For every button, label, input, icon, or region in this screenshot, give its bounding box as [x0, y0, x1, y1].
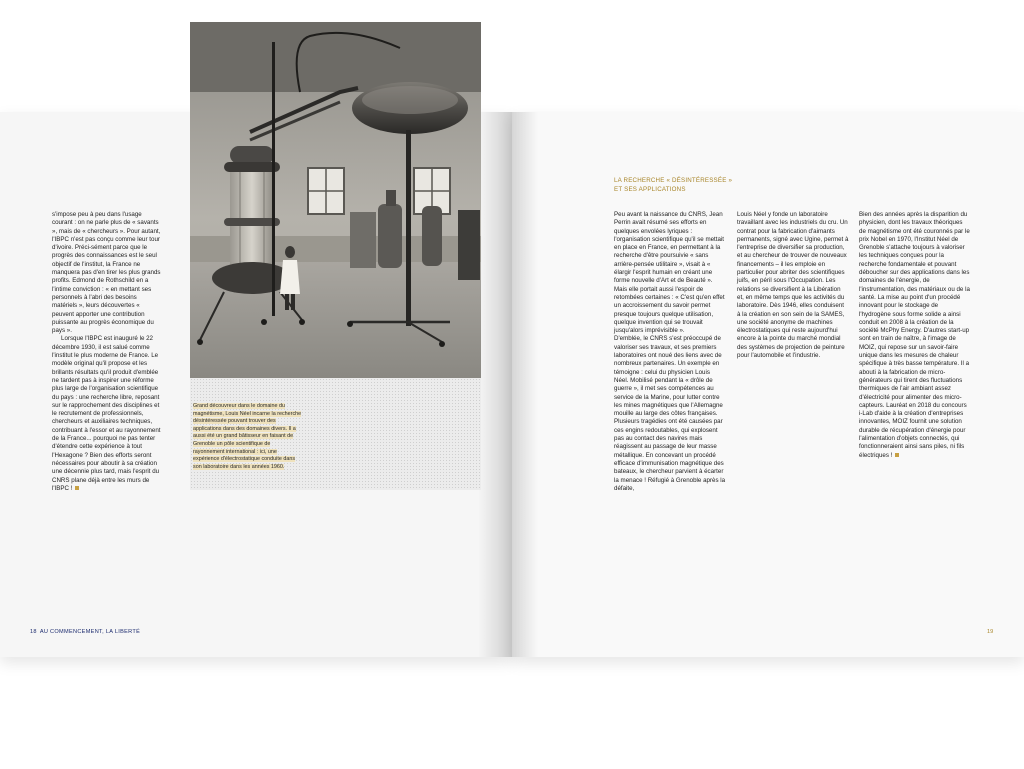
right-text-column-3 — [859, 211, 971, 460]
end-mark-icon — [895, 453, 899, 457]
caption-text: Grand découvreur dans le domaine du magnétisme, Louis Néel incarne la recherche désintéressée pouvant trouver des applications dans des domaines divers. Il a aussi été un grand bâtisseur en faisant de Grenoble un pôle scientifique de rayonnement international : ici, une expérience d'électrostatique conduite dans son laboratoire dans les années 1960. — [193, 403, 302, 470]
paragraph: Louis Néel y fonde un laboratoire travaillant avec les industriels du cru. Un contrat pour la fabrication d'aimants permanents, signé avec Ugine, permet à l'entreprise de diversifier sa production, et au chercheur de trouver de nouveaux financements – il les emploie en particulier pour abriter des scientifiques juifs, en péril sous l'Occupation. Les relations se diversifient à la Libération et, en même temps que les activités du laboratoire. Dès 1946, elles conduisent à la création en son sein de la SAMES, une société anonyme de machines électrostatiques qui reste aujourd'hui encore à la pointe du marché mondial des systèmes de projection de peinture pour l'automobile et l'industrie. — [737, 211, 849, 360]
paragraph: D'emblée, le CNRS s'est préoccupé de valoriser ses travaux, et ses premiers laboratoires ont noué des liens avec de nombreux partenaires. Un exemple en témoigne : celui du physicien Louis Néel. Mobilisé pendant la « drôle de guerre », il met ses compétences au service de la Marine, pour lutter contre les mines magnétiques que l'Allemagne mouille au large des côtes françaises. Plusieurs tragédies ont été causées par ces engins redoutables, qui explosent pas au contact des navires mais réagissent au passage de leur masse métallique. En concevant un procédé efficace d'immunisation magnétique des bateaux, le chercheur parvient à écarter la menace ! Réfugié à Grenoble après la défaite, — [614, 335, 726, 492]
section-heading-line: ET SES APPLICATIONS — [614, 186, 686, 193]
laboratory-photo — [190, 22, 481, 378]
end-mark-icon — [75, 486, 79, 490]
gutter-shadow — [512, 112, 538, 657]
section-heading — [614, 176, 732, 194]
left-text-column — [52, 211, 162, 493]
gutter-shadow — [478, 112, 512, 657]
right-text-column-2 — [737, 211, 849, 360]
photo-caption — [193, 403, 303, 471]
paragraph: Bien des années après la disparition du physicien, dont les travaux théoriques de magnétisme ont été couronnés par le prix Nobel en 1970, l'Institut Néel de Grenoble s'attache toujours à valoriser les techniques conçues pour la recherche fondamentale et pouvant déboucher sur des applications dans les domaines de l'énergie, de l'instrumentation, des matériaux ou de la santé. La mise au point d'un procédé innovant pour le stockage de l'hydrogène sous forme solide a ainsi conduit en 2008 à la création de la société McPhy Energy. D'autres start-up sont en train de naître, à l'image de MOIZ, qui repose sur un savoir-faire unique dans les mesures de chaleur spécifique à très basse température. Il a abouti à la fabrication de micro-générateurs qui tirent des fluctuations thermiques de l'air ambiant assez d'électricité pour alimenter des micro-capteurs. Lauréat en 2018 du concours i-Lab d'aide à la création d'entreprises innovantes, MOIZ fournit une solution durable de récupération d'énergie pour l'alimentation d'objets connectés, qui fonctionneraient ainsi sans piles, ni fils électriques ! — [859, 211, 970, 459]
right-text-column-1 — [614, 211, 726, 493]
paragraph: Lorsque l'IBPC est inauguré le 22 décembre 1930, il est salué comme l'institut le plus moderne de France. Le modèle original qu'il propose et les brillants résultats qu'il produit d'emblée ne tardent pas à inspirer une réforme plus large de l'organisation scientifique du pays : une recherche libre, reposant sur le rapprochement des disciplines et le recrutement de professionnels, chercheurs et auxiliaires techniques, contribuant à l'essor et au rayonnement de la France... pourquoi ne pas tenter d'étendre cette expérience à tout l'Hexagone ? Bien des efforts seront nécessaires pour aboutir à sa création une décennie plus tard, mais l'esprit du CNRS plane déjà entre les murs de l'IBPC ! — [52, 335, 161, 492]
page-number: 18 — [30, 629, 37, 635]
paragraph: Peu avant la naissance du CNRS, Jean Perrin avait résumé ses efforts en quelques envolées lyriques : l'organisation scientifique qu'il se mettait en place en France, en permettant à la recherche d'être poursuivie « sans arrière-pensée utilitaire », visait à « élargir l'esprit humain en créant une forme nouvelle d'Art et de Beauté ». Mais elle portait aussi l'espoir de retombées certaines : « C'est qu'en effet un accroissement du savoir permet presque toujours quelque utilisation, quelque invention qui se trouvait jusqu'alors imprévisible ». — [614, 211, 725, 335]
section-heading-line: LA RECHERCHE « DÉSINTÉRESSÉE » — [614, 177, 733, 184]
paragraph: s'impose peu à peu dans l'usage courant : on ne parle plus de « savants », mais de « chercheurs ». Pour autant, l'IBPC n'est pas conçu comme leur tour d'ivoire. Préci-sément parce que le progrès des connaissances est le seul objectif de l'institut, la France ne manquera pas d'en tirer les plus grands profits. Edmond de Rothschild en a l'intime conviction : « en mettant ses personnels à l'abri des besoins matériels », leurs découvertes « peuvent apporter une contribution puissante au progrès économique du pays ». — [52, 211, 161, 335]
running-head: AU COMMENCEMENT, LA LIBERTÉ — [39, 629, 141, 635]
page-number: 19 — [987, 629, 994, 635]
left-footer — [30, 629, 140, 635]
